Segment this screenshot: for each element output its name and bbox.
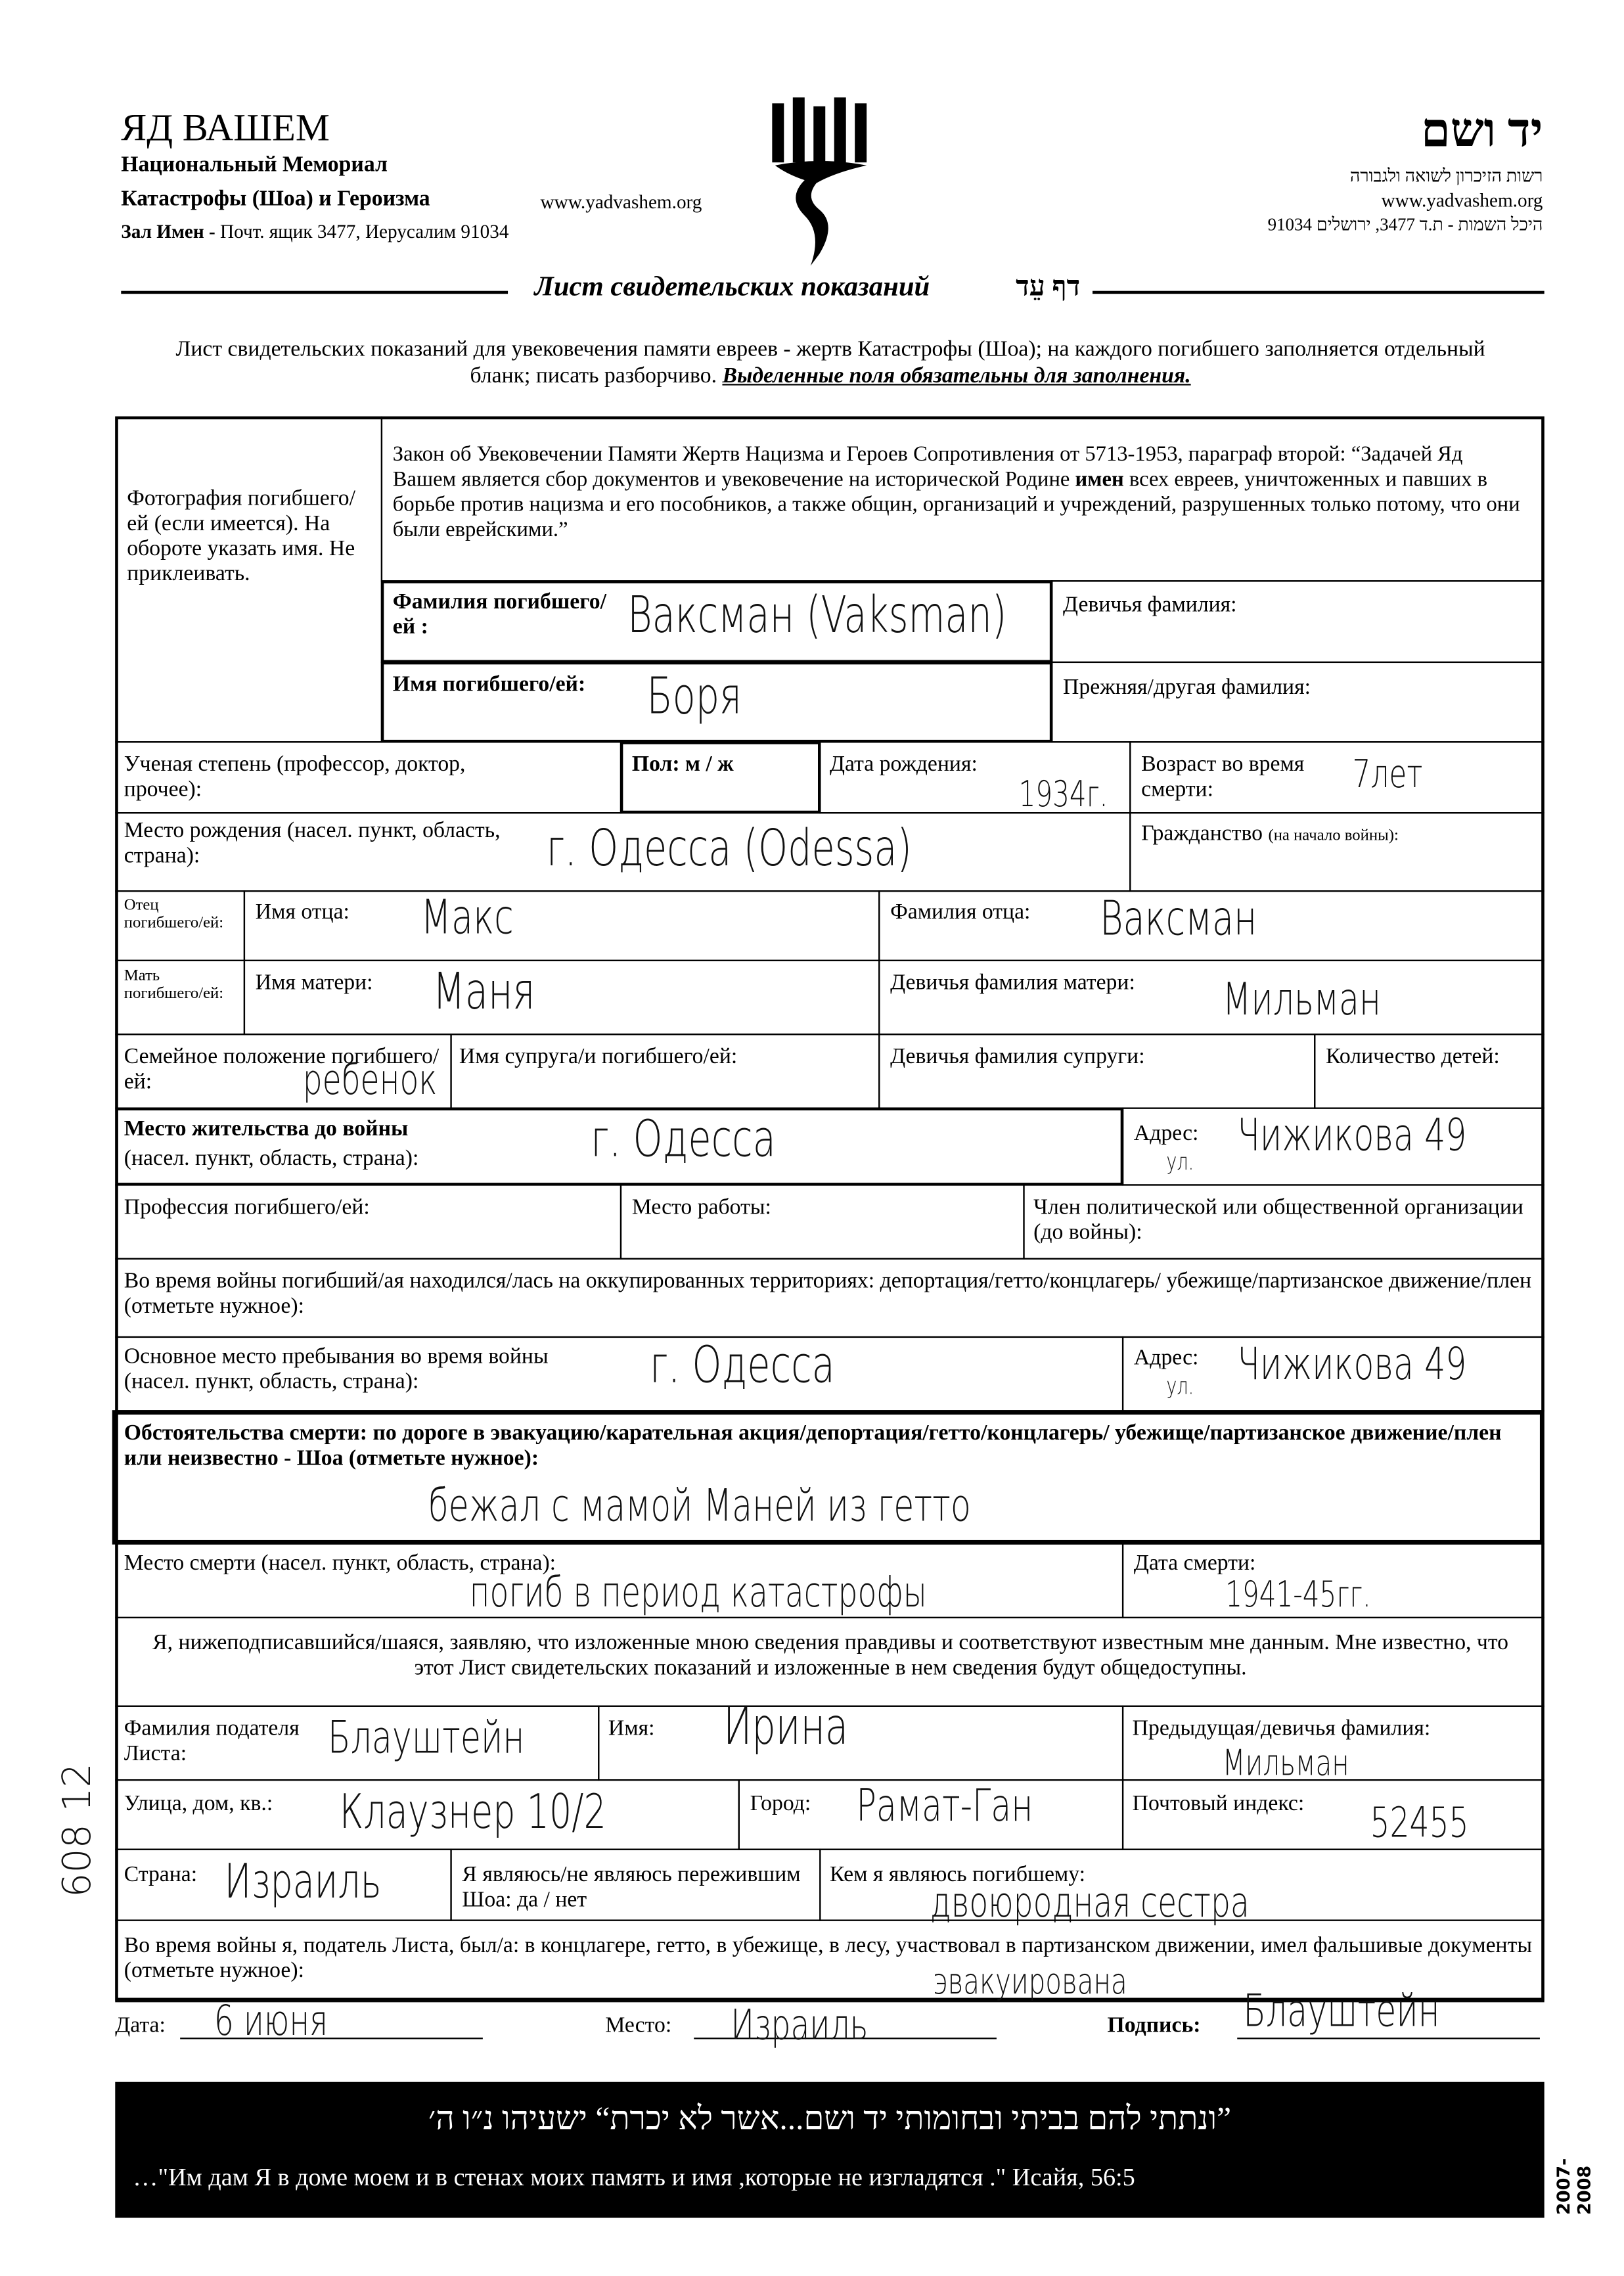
street-label: Улица, дом, кв.: bbox=[124, 1792, 273, 1817]
intro-text: Лист свидетельских показаний для увековечения памяти евреев - жертв Катастрофы (Шоа); на каждого погибшего заполняется отдельный бланк; писать разборчиво. Выделенные поля обязательны для заполнения. bbox=[175, 338, 1485, 389]
war-status-label: Во время войны погибший/ая находился/лась на оккупированных территориях: депортация/гетто/концлагерь/ убежище/партизанское движение/плен (отметьте нужное): bbox=[124, 1269, 1532, 1319]
org-line1: Национальный Мемориал bbox=[121, 153, 388, 177]
death-place-value: погиб в период катастрофы bbox=[469, 1568, 927, 1617]
residence-sub-label: (насел. пункт, область, страна): bbox=[124, 1147, 419, 1172]
hall-label: Зал Имен - bbox=[121, 219, 221, 242]
dob-value: 1934г. bbox=[1018, 773, 1108, 815]
father-surname-label: Фамилия отца: bbox=[890, 900, 1031, 924]
address-prefix: ул. bbox=[1166, 1147, 1194, 1175]
residence-label: Место жительства до войны bbox=[124, 1118, 409, 1142]
submitter-war-label: Во время войны я, податель Листа, был/а: в концлагере, гетто, в убежище, в лесу, участвовал в партизанском движении, имел фальшивые документы (отметьте нужное): bbox=[124, 1934, 1532, 1984]
birthplace-value: г. Одесса (Odessa) bbox=[546, 819, 912, 879]
mother-maiden-label: Девичья фамилия матери: bbox=[890, 971, 1135, 995]
submitter-name-label: Имя: bbox=[608, 1717, 655, 1741]
wartime-address-value: Чижикова 49 bbox=[1237, 1339, 1467, 1391]
form-title: Лист свидетельских показаний bbox=[534, 271, 930, 303]
age-value: 7лет bbox=[1352, 753, 1423, 798]
quote-hebrew: ”ונתתי להם בביתי ובחומותי יד ושם...אשר לא יכרת“ ישעיהו נ״ו ה׳ bbox=[428, 2099, 1232, 2137]
citizenship-label: Гражданство bbox=[1141, 822, 1263, 846]
address-label: Адрес: bbox=[1133, 1122, 1199, 1146]
spouse-name-label: Имя супруга/и погибшего/ей: bbox=[459, 1045, 738, 1070]
other-surname-label: Прежняя/другая фамилия: bbox=[1063, 676, 1311, 700]
place-value: Израиль bbox=[731, 2001, 868, 2050]
org-name-he: יד ושם bbox=[1420, 103, 1543, 157]
other-surname-field[interactable] bbox=[1051, 662, 1545, 743]
title-rule-left bbox=[121, 291, 508, 294]
law-text: Закон об Увековечении Памяти Жертв Нацизма и Героев Сопротивления от 5713-1953, параграф второй: “Задачей Яд Вашем является сбор документов и увековечение на исторической Родине имен всех евреев, уничтоженных и павших в борьбе против нацизма и его пособников, а также общин, организаций и учреждений, разрушенных только потому, что они были еврейскими.” bbox=[392, 443, 1520, 542]
signature-line[interactable] bbox=[1237, 2037, 1540, 2039]
declaration-text: Я, нижеподписавшийся/шаяся, заявляю, что изложенные мною сведения правдивы и соответствуют известным мне данным. Мне известно, что этот Лист свидетельских показаний и изложенные в нем сведения будут общедоступны. bbox=[152, 1631, 1509, 1681]
submitter-surname-label: Фамилия подателя Листа: bbox=[124, 1717, 300, 1766]
workplace-label: Место работы: bbox=[631, 1196, 771, 1220]
street-value: Клаузнер 10/2 bbox=[339, 1783, 606, 1840]
signature-label: Подпись: bbox=[1107, 2014, 1201, 2038]
death-date-value: 1941-45гг. bbox=[1225, 1574, 1371, 1616]
org-name-ru: ЯД ВАШЕМ bbox=[121, 106, 330, 149]
degree-label: Ученая степень (профессор, доктор, прочее): bbox=[124, 753, 466, 802]
yad-vashem-logo-icon bbox=[760, 91, 893, 276]
victim-surname-label: Фамилия погибшего/ей : bbox=[392, 590, 606, 640]
death-circumstances-value: бежал с мамой Маней из гетто bbox=[428, 1481, 971, 1533]
age-label: Возраст во время смерти: bbox=[1141, 753, 1305, 802]
address-value: Чижикова 49 bbox=[1237, 1110, 1467, 1162]
submitter-prev-label: Предыдущая/девичья фамилия: bbox=[1132, 1717, 1431, 1741]
mother-name-label: Имя матери: bbox=[255, 971, 373, 995]
father-name-label: Имя отца: bbox=[255, 900, 350, 924]
wartime-place-label: Основное место пребывания во время войны (насел. пункт, область, страна): bbox=[124, 1345, 549, 1394]
spouse-maiden-label: Девичья фамилия супруги: bbox=[890, 1045, 1145, 1070]
hall-address: Почт. ящик 3477, Иерусалим 91034 bbox=[220, 219, 509, 242]
victim-first-name-label: Имя погибшего/ей: bbox=[392, 673, 586, 697]
submitter-name-field[interactable] bbox=[598, 1706, 1123, 1781]
he-url: www.yadvashem.org bbox=[1381, 189, 1543, 212]
wartime-place-value: г. Одесса bbox=[649, 1336, 835, 1396]
org-url: www.yadvashem.org bbox=[540, 190, 702, 213]
he-address: היכל השמות - ת.ד 3477, ירושלים 91034 bbox=[1267, 214, 1543, 235]
country-value: Израиль bbox=[224, 1853, 382, 1909]
signature-value: Блауштейн bbox=[1243, 1986, 1440, 2038]
quote-russian: …"Им дам Я в доме моем и в стенах моих память и имя ,которые не изгладятся ." Исайя, 56:5 bbox=[133, 2163, 1135, 2191]
archive-number: 608 12 bbox=[56, 1763, 101, 1898]
footer-quote-box bbox=[115, 2082, 1544, 2218]
mother-name-value: Маня bbox=[432, 963, 535, 1022]
form-title-he: דף עֵד bbox=[1016, 271, 1081, 303]
father-name-value: Макс bbox=[420, 888, 514, 945]
wartime-address-prefix: ул. bbox=[1166, 1371, 1194, 1400]
zip-label: Почтовый индекс: bbox=[1132, 1792, 1305, 1817]
profession-label: Профессия погибшего/ей: bbox=[124, 1196, 370, 1220]
country-label: Страна: bbox=[124, 1863, 198, 1888]
dob-label: Дата рождения: bbox=[829, 753, 978, 777]
children-label: Количество детей: bbox=[1326, 1045, 1500, 1070]
victim-surname-value: Ваксман (Vaksman) bbox=[627, 586, 1007, 646]
residence-value: г. Одесса bbox=[590, 1110, 776, 1170]
photo-instructions: Фотография погибшего/ей (если имеется). На обороте указать имя. Не приклеивать. bbox=[127, 487, 355, 587]
testimony-page: ЯД ВАШЕМ Национальный Мемориал Катастрофы (Шоа) и Героизма www.yadvashem.org Зал Имен - Почт. ящик 3477, Иерусалим 91034 יד ושם רשות הזיכרון לשואה ולגבורה www.yadvashem.org היכל השמות - ת.ד 3477, ירושלים 91034 Лист свидетельских показаний דף עֵד Лист свидетельских показаний для увековечения памяти евреев - жертв Катастрофы (Шоа); на каждого погибшего заполняется отдельный бланк; писать разборчиво. Выделенные поля обязательны для заполнения. Фотография погибшего/ей (если имеется). На обороте указать имя. Не приклеивать. Закон об Увековечении Памяти Жертв Нацизма и Героев Сопротивления от 5713-1953, параграф второй: “Задачей Яд Вашем является сбор документов и увековечение на исторической Родине имен всех евреев, уничтоженных и павших в борьбе против нацизма и его пособников, а также общин, организаций и учреждений, разрушенных только потому, что они были еврейскими.” Фамилия погибшего/ей : Ваксман (Vaksman) Девичья фамилия: Имя погибшего/ей: Боря Прежняя/другая фамилия: Ученая степень (профессор, доктор, прочее): Пол: м / ж Дата рождения: 1934г. Возраст во время смерти: 7лет Место рождения (насел. пункт, область, страна): г. Одесса (Odessa) Гражданство (на начало войны): Отец погибшего/ей: Имя отца: Макс Фамилия отца: Ваксман Мать погибшего/ей: Имя матери: Маня Девичья фамилия матери: Мильман Семейное положение погибшего/ей: ребенок Имя супруга/и погибшего/ей: Девичья фамилия супруги: Количество детей: Место жительства до войны (насел. пункт, область, страна): г. Одесса Адрес: ул. Чижикова 49 Профессия погибшего/ей: Место работы: Член политической или общественной организации (до войны): Во время войны погибший/ая находился/лась на оккупированных территориях: депортация/гетто/концлагерь/ убежище/партизанское движение/плен (отметьте нужное): Основное место пребывания во время войны (насел. пункт, область, страна): г. Одесса Адрес: ул. Чижикова 49 Обстоятельства смерти: по дороге в эвакуацию/карательная акция/депортация/гетто/концлагерь/ убежище/партизанское движение/плен или неизвестно - Шоа (отметьте нужное): бежал с мамой Маней из гетто Место смерти (насел. пункт, область, страна): погиб в период катастрофы Дата смерти: 1941-45гг. Я, нижеподписавшийся/шаяся, заявляю, что изложенные мною сведения правдивы и соответствуют известным мне данным. Мне известно, что этот Лист свидетельских показаний и изложенные в нем сведения будут общедоступны. Фамилия подателя Листа: Блауштейн Имя: Ирина Предыдущая/девичья фамилия: Мильман Улица, дом, кв.: Клаузнер 10/2 Город: Рамат-Ган Почтовый индекс: 52455 Страна: Израиль Я являюсь/не являюсь пережившим Шоа: да / нет Кем я являюсь погибшему: двоюродная сестра Во время войны я, податель Листа, был/а: в концлагере, гетто, в убежище, в лесу, участвовал в партизанском движении, имел фальшивые документы (отметьте нужное): эвакуирована Дата: 6 июня Место: Израиль Подпись: Блауштейн 608 12 ”ונתתי להם בביתי ובחומותי יד ושם...אשר לא יכרת“ ישעיהו נ״ו ה׳ …"Им дам Я в доме моем и в стенах моих память и имя ,которые не изгладятся ." Исайя, 56:5 2007-2008 bbox=[0, 0, 1624, 2275]
form-years: 2007-2008 bbox=[1553, 2158, 1595, 2215]
date-label: Дата: bbox=[115, 2014, 166, 2038]
death-place-label: Место смерти (насел. пункт, область, страна): bbox=[124, 1551, 556, 1576]
relation-value: двоюродная сестра bbox=[930, 1878, 1250, 1927]
maiden-name-label: Девичья фамилия: bbox=[1063, 593, 1237, 618]
marital-value: ребенок bbox=[302, 1055, 438, 1104]
zip-value: 52455 bbox=[1370, 1798, 1469, 1848]
marital-label: Семейное положение погибшего/ей: bbox=[124, 1045, 440, 1095]
birthplace-label: Место рождения (насел. пункт, область, страна): bbox=[124, 819, 501, 869]
death-date-label: Дата смерти: bbox=[1133, 1551, 1256, 1576]
mother-side-label: Мать погибшего/ей: bbox=[124, 967, 224, 1003]
father-side-label: Отец погибшего/ей: bbox=[124, 896, 224, 932]
he-line1: רשות הזיכרון לשואה ולגבורה bbox=[1349, 165, 1543, 187]
father-surname-value: Ваксман bbox=[1100, 890, 1257, 947]
sex-label: Пол: м / ж bbox=[631, 753, 734, 777]
survivor-label: Я являюсь/не являюсь пережившим Шоа: да / нет bbox=[462, 1863, 801, 1913]
submitter-prev-value: Мильман bbox=[1222, 1742, 1349, 1784]
mother-maiden-value: Мильман bbox=[1222, 974, 1382, 1026]
title-rule-right bbox=[1093, 291, 1545, 294]
city-value: Рамат-Ган bbox=[856, 1781, 1033, 1832]
submitter-name-value: Ирина bbox=[723, 1698, 849, 1758]
date-value: 6 июня bbox=[214, 1996, 328, 2045]
wartime-address-label: Адрес: bbox=[1133, 1346, 1199, 1371]
org-line2: Катастрофы (Шоа) и Героизма bbox=[121, 187, 430, 212]
membership-label: Член политической или общественной организации (до войны): bbox=[1033, 1196, 1523, 1245]
relation-label: Кем я являюсь погибшему: bbox=[829, 1863, 1086, 1888]
maiden-name-field[interactable] bbox=[1051, 580, 1545, 663]
victim-first-name-value: Боря bbox=[646, 667, 742, 727]
submitter-surname-value: Блауштейн bbox=[327, 1712, 525, 1765]
death-circumstances-label: Обстоятельства смерти: по дороге в эвакуацию/карательная акция/депортация/гетто/концлагерь/ убежище/партизанское движение/плен или неизвестно - Шоа (отметьте нужное): bbox=[124, 1422, 1502, 1471]
place-label: Место: bbox=[605, 2014, 672, 2038]
city-label: Город: bbox=[750, 1792, 811, 1817]
submitter-war-value: эвакуирована bbox=[933, 1961, 1127, 2003]
required-note: Выделенные поля обязательны для заполнения. bbox=[722, 365, 1191, 389]
